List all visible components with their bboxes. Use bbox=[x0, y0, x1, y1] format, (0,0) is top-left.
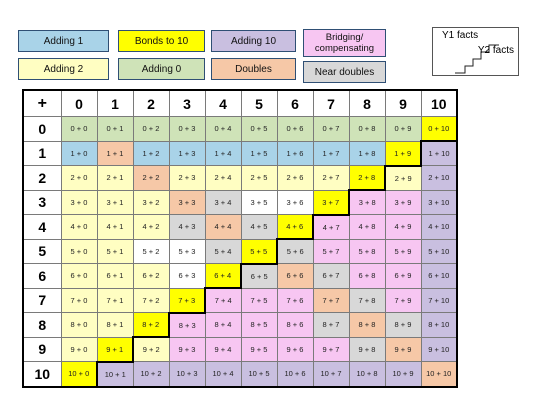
fact-cell: 9 + 0 bbox=[61, 337, 97, 362]
fact-cell: 9 + 8 bbox=[349, 337, 385, 362]
fact-cell: 3 + 7 bbox=[313, 190, 349, 215]
fact-cell: 5 + 8 bbox=[349, 239, 385, 264]
fact-cell: 2 + 5 bbox=[241, 166, 277, 191]
fact-cell: 7 + 8 bbox=[349, 288, 385, 313]
fact-cell: 7 + 0 bbox=[61, 288, 97, 313]
fact-cell: 7 + 10 bbox=[421, 288, 457, 313]
legend-bonds-to-10 bbox=[118, 30, 205, 52]
fact-cell: 9 + 7 bbox=[313, 337, 349, 362]
fact-cell: 8 + 9 bbox=[385, 313, 421, 338]
fact-cell: 1 + 8 bbox=[349, 141, 385, 166]
year-facts-key bbox=[432, 27, 519, 76]
grid-row bbox=[23, 288, 457, 313]
fact-cell: 10 + 8 bbox=[349, 362, 385, 387]
column-header: 6 bbox=[277, 90, 313, 117]
fact-cell: 1 + 1 bbox=[97, 141, 133, 166]
fact-cell: 6 + 0 bbox=[61, 264, 97, 289]
fact-cell: 9 + 1 bbox=[97, 337, 133, 362]
fact-cell: 9 + 9 bbox=[385, 337, 421, 362]
fact-cell: 6 + 7 bbox=[313, 264, 349, 289]
row-header: 5 bbox=[23, 239, 61, 264]
fact-cell: 10 + 0 bbox=[61, 362, 97, 387]
fact-cell: 10 + 9 bbox=[385, 362, 421, 387]
row-header: 7 bbox=[23, 288, 61, 313]
fact-cell: 5 + 7 bbox=[313, 239, 349, 264]
fact-cell: 10 + 6 bbox=[277, 362, 313, 387]
fact-cell: 10 + 7 bbox=[313, 362, 349, 387]
fact-cell: 0 + 3 bbox=[169, 117, 205, 142]
column-header: 7 bbox=[313, 90, 349, 117]
fact-cell: 2 + 4 bbox=[205, 166, 241, 191]
column-header: 8 bbox=[349, 90, 385, 117]
fact-cell: 4 + 10 bbox=[421, 215, 457, 240]
fact-cell: 10 + 1 bbox=[97, 362, 133, 387]
fact-cell: 6 + 4 bbox=[205, 264, 241, 289]
legend-label: Adding 1 bbox=[43, 35, 84, 47]
legend-label: Adding 0 bbox=[141, 63, 182, 75]
fact-cell: 1 + 3 bbox=[169, 141, 205, 166]
fact-cell: 10 + 3 bbox=[169, 362, 205, 387]
fact-cell: 6 + 1 bbox=[97, 264, 133, 289]
fact-cell: 10 + 10 bbox=[421, 362, 457, 387]
legend-adding-0 bbox=[118, 58, 205, 80]
legend-adding-1 bbox=[18, 30, 109, 52]
fact-cell: 0 + 8 bbox=[349, 117, 385, 142]
fact-cell: 10 + 5 bbox=[241, 362, 277, 387]
grid-row bbox=[23, 239, 457, 264]
grid-row bbox=[23, 166, 457, 191]
fact-cell: 8 + 2 bbox=[133, 313, 169, 338]
fact-cell: 3 + 10 bbox=[421, 190, 457, 215]
fact-cell: 8 + 10 bbox=[421, 313, 457, 338]
fact-cell: 3 + 6 bbox=[277, 190, 313, 215]
fact-cell: 7 + 9 bbox=[385, 288, 421, 313]
fact-cell: 0 + 2 bbox=[133, 117, 169, 142]
legend-near-doubles bbox=[303, 61, 386, 83]
fact-cell: 8 + 4 bbox=[205, 313, 241, 338]
fact-cell: 0 + 9 bbox=[385, 117, 421, 142]
fact-cell: 4 + 3 bbox=[169, 215, 205, 240]
column-header: 3 bbox=[169, 90, 205, 117]
fact-cell: 3 + 9 bbox=[385, 190, 421, 215]
column-header: 9 bbox=[385, 90, 421, 117]
fact-cell: 5 + 5 bbox=[241, 239, 277, 264]
column-header: 1 bbox=[97, 90, 133, 117]
fact-cell: 8 + 8 bbox=[349, 313, 385, 338]
addition-grid bbox=[22, 89, 458, 388]
fact-cell: 7 + 5 bbox=[241, 288, 277, 313]
fact-cell: 2 + 2 bbox=[133, 166, 169, 191]
fact-cell: 2 + 0 bbox=[61, 166, 97, 191]
fact-cell: 0 + 10 bbox=[421, 117, 457, 142]
legend-bridging-compensating bbox=[303, 29, 386, 57]
fact-cell: 4 + 6 bbox=[277, 215, 313, 240]
column-header: 0 bbox=[61, 90, 97, 117]
fact-cell: 1 + 10 bbox=[421, 141, 457, 166]
fact-cell: 3 + 1 bbox=[97, 190, 133, 215]
fact-cell: 0 + 4 bbox=[205, 117, 241, 142]
legend-label: Adding 2 bbox=[43, 63, 84, 75]
fact-cell: 4 + 0 bbox=[61, 215, 97, 240]
fact-cell: 2 + 3 bbox=[169, 166, 205, 191]
fact-cell: 2 + 8 bbox=[349, 166, 385, 191]
row-header: 3 bbox=[23, 190, 61, 215]
fact-cell: 6 + 6 bbox=[277, 264, 313, 289]
fact-cell: 9 + 6 bbox=[277, 337, 313, 362]
fact-cell: 5 + 9 bbox=[385, 239, 421, 264]
legend-label: Adding 10 bbox=[230, 35, 277, 47]
fact-cell: 4 + 5 bbox=[241, 215, 277, 240]
fact-cell: 0 + 5 bbox=[241, 117, 277, 142]
fact-cell: 6 + 9 bbox=[385, 264, 421, 289]
row-header: 6 bbox=[23, 264, 61, 289]
fact-cell: 7 + 4 bbox=[205, 288, 241, 313]
y1-facts-label: Y1 facts bbox=[442, 30, 479, 41]
row-header: 2 bbox=[23, 166, 61, 191]
row-header: 4 bbox=[23, 215, 61, 240]
fact-cell: 3 + 4 bbox=[205, 190, 241, 215]
fact-cell: 5 + 2 bbox=[133, 239, 169, 264]
grid-row bbox=[23, 313, 457, 338]
fact-cell: 5 + 4 bbox=[205, 239, 241, 264]
fact-cell: 10 + 2 bbox=[133, 362, 169, 387]
legend-adding-10 bbox=[211, 30, 296, 52]
legend-adding-2 bbox=[18, 58, 109, 80]
fact-cell: 3 + 0 bbox=[61, 190, 97, 215]
fact-cell: 0 + 6 bbox=[277, 117, 313, 142]
fact-cell: 6 + 5 bbox=[241, 264, 277, 289]
fact-cell: 6 + 3 bbox=[169, 264, 205, 289]
fact-cell: 8 + 0 bbox=[61, 313, 97, 338]
fact-cell: 4 + 1 bbox=[97, 215, 133, 240]
fact-cell: 1 + 4 bbox=[205, 141, 241, 166]
fact-cell: 0 + 7 bbox=[313, 117, 349, 142]
fact-cell: 9 + 5 bbox=[241, 337, 277, 362]
corner-plus: + bbox=[23, 90, 61, 117]
y2-facts-label: Y2 facts bbox=[477, 45, 514, 56]
fact-cell: 7 + 3 bbox=[169, 288, 205, 313]
grid-row bbox=[23, 362, 457, 387]
legend-label: Bonds to 10 bbox=[134, 35, 189, 47]
fact-cell: 4 + 8 bbox=[349, 215, 385, 240]
legend-label: Near doubles bbox=[314, 66, 375, 78]
fact-cell: 7 + 7 bbox=[313, 288, 349, 313]
fact-cell: 0 + 1 bbox=[97, 117, 133, 142]
fact-cell: 10 + 4 bbox=[205, 362, 241, 387]
fact-cell: 8 + 7 bbox=[313, 313, 349, 338]
fact-cell: 5 + 3 bbox=[169, 239, 205, 264]
legend-label: Bridging/ compensating bbox=[314, 32, 375, 54]
fact-cell: 4 + 2 bbox=[133, 215, 169, 240]
row-header: 10 bbox=[23, 362, 61, 387]
fact-cell: 1 + 6 bbox=[277, 141, 313, 166]
fact-cell: 2 + 6 bbox=[277, 166, 313, 191]
fact-cell: 2 + 10 bbox=[421, 166, 457, 191]
fact-cell: 5 + 1 bbox=[97, 239, 133, 264]
column-header-row bbox=[23, 90, 457, 117]
fact-cell: 1 + 2 bbox=[133, 141, 169, 166]
fact-cell: 5 + 6 bbox=[277, 239, 313, 264]
fact-cell: 3 + 2 bbox=[133, 190, 169, 215]
row-header: 8 bbox=[23, 313, 61, 338]
row-header: 9 bbox=[23, 337, 61, 362]
fact-cell: 3 + 8 bbox=[349, 190, 385, 215]
fact-cell: 3 + 5 bbox=[241, 190, 277, 215]
fact-cell: 9 + 3 bbox=[169, 337, 205, 362]
fact-cell: 5 + 10 bbox=[421, 239, 457, 264]
column-header: 2 bbox=[133, 90, 169, 117]
grid-row bbox=[23, 215, 457, 240]
fact-cell: 8 + 6 bbox=[277, 313, 313, 338]
grid-row bbox=[23, 337, 457, 362]
fact-cell: 1 + 9 bbox=[385, 141, 421, 166]
fact-cell: 2 + 1 bbox=[97, 166, 133, 191]
legend-doubles bbox=[211, 58, 296, 80]
legend-label: Doubles bbox=[235, 63, 272, 75]
grid-row bbox=[23, 141, 457, 166]
column-header: 5 bbox=[241, 90, 277, 117]
column-header: 4 bbox=[205, 90, 241, 117]
fact-cell: 1 + 7 bbox=[313, 141, 349, 166]
fact-cell: 8 + 3 bbox=[169, 313, 205, 338]
fact-cell: 4 + 4 bbox=[205, 215, 241, 240]
fact-cell: 2 + 9 bbox=[385, 166, 421, 191]
fact-cell: 0 + 0 bbox=[61, 117, 97, 142]
grid-row bbox=[23, 190, 457, 215]
fact-cell: 9 + 4 bbox=[205, 337, 241, 362]
fact-cell: 8 + 1 bbox=[97, 313, 133, 338]
fact-cell: 7 + 1 bbox=[97, 288, 133, 313]
fact-cell: 4 + 9 bbox=[385, 215, 421, 240]
fact-cell: 4 + 7 bbox=[313, 215, 349, 240]
row-header: 1 bbox=[23, 141, 61, 166]
fact-cell: 3 + 3 bbox=[169, 190, 205, 215]
fact-cell: 9 + 2 bbox=[133, 337, 169, 362]
row-header: 0 bbox=[23, 117, 61, 142]
fact-cell: 6 + 8 bbox=[349, 264, 385, 289]
fact-cell: 7 + 6 bbox=[277, 288, 313, 313]
fact-cell: 1 + 5 bbox=[241, 141, 277, 166]
fact-cell: 6 + 10 bbox=[421, 264, 457, 289]
fact-cell: 9 + 10 bbox=[421, 337, 457, 362]
grid-row bbox=[23, 264, 457, 289]
fact-cell: 6 + 2 bbox=[133, 264, 169, 289]
fact-cell: 8 + 5 bbox=[241, 313, 277, 338]
column-header: 10 bbox=[421, 90, 457, 117]
fact-cell: 7 + 2 bbox=[133, 288, 169, 313]
fact-cell: 5 + 0 bbox=[61, 239, 97, 264]
grid-body bbox=[23, 117, 457, 387]
fact-cell: 1 + 0 bbox=[61, 141, 97, 166]
grid-row bbox=[23, 117, 457, 142]
fact-cell: 2 + 7 bbox=[313, 166, 349, 191]
